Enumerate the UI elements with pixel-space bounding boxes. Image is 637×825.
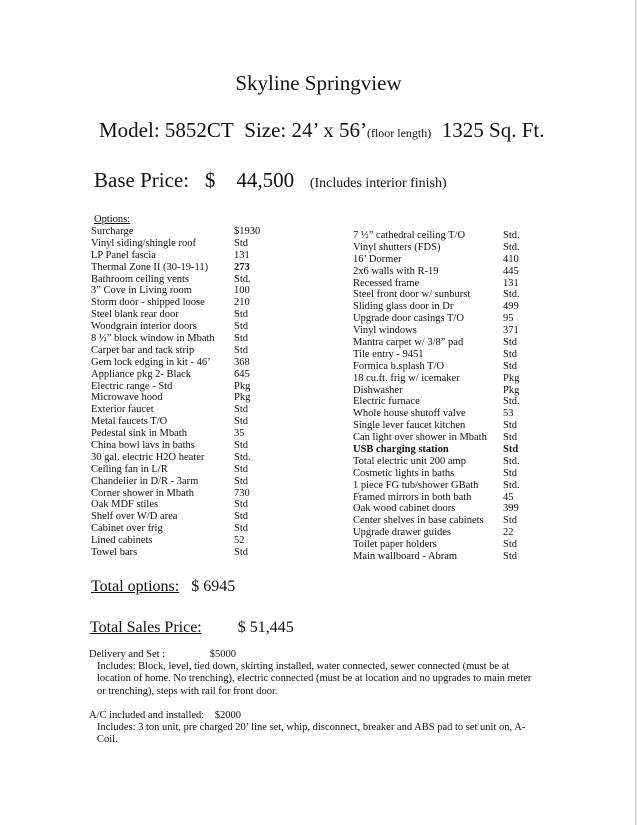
option-row xyxy=(91,452,281,464)
option-price: Std xyxy=(503,432,518,444)
option-name: 8 ½” block window in Mbath xyxy=(91,333,215,345)
option-row xyxy=(91,523,281,535)
option-row xyxy=(353,408,533,420)
delivery-description: Includes: Block, level, tied down, skirting installed, water connected, sewer connected (must be at location of home. No trenching), electric connected (must be at location and no upgrades to main meter or trenching), steps with rail for front door. xyxy=(97,661,532,697)
option-name: Electric range - Std xyxy=(91,380,173,392)
option-name: Upgrade door casings T/O xyxy=(353,313,464,325)
option-name: Dishwasher xyxy=(353,384,403,396)
option-price: 273 xyxy=(234,261,250,273)
option-price: Std xyxy=(503,551,518,563)
option-row xyxy=(91,440,281,452)
option-row xyxy=(91,297,281,309)
option-price: Std xyxy=(503,539,518,551)
option-row xyxy=(91,321,281,333)
option-price: Std. xyxy=(234,451,251,463)
option-name: Center shelves in base cabinets xyxy=(353,515,484,527)
option-row xyxy=(91,547,281,559)
option-name: Vinyl siding/shingle roof xyxy=(91,237,196,249)
option-row xyxy=(91,535,281,547)
option-name: Lined cabinets xyxy=(91,535,153,547)
option-row xyxy=(91,499,281,511)
option-row xyxy=(353,289,533,301)
option-price: Std xyxy=(503,467,518,479)
options-list-right xyxy=(353,230,533,563)
option-price: Std xyxy=(234,309,249,321)
option-name: 16’ Dormer xyxy=(353,253,402,265)
option-row xyxy=(353,539,533,551)
option-price: 100 xyxy=(234,285,250,297)
base-price-amount: 44,500 xyxy=(236,168,295,192)
option-price: Pkg xyxy=(503,384,520,396)
option-name: Ceiling fan in L/R xyxy=(91,463,168,475)
option-name: Tile entry - 9451 xyxy=(353,348,424,360)
option-price: Std xyxy=(234,416,249,428)
option-name: Toilet paper holders xyxy=(353,539,437,551)
option-price: Std. xyxy=(503,455,520,467)
option-price: Std xyxy=(234,321,249,333)
option-row xyxy=(353,515,533,527)
option-price: Std. xyxy=(503,479,520,491)
option-row xyxy=(353,301,533,313)
options-list-left xyxy=(91,226,281,559)
option-name: Surcharge xyxy=(91,226,134,237)
base-price-currency: $ xyxy=(204,168,216,192)
option-price: $1930 xyxy=(234,226,261,237)
option-price: 499 xyxy=(503,301,519,313)
option-name: Upgrade drawer guides xyxy=(353,527,451,539)
option-name: 1 piece FG tub/shower GBath xyxy=(353,479,479,491)
option-row xyxy=(353,230,533,242)
option-row xyxy=(353,456,533,468)
option-row xyxy=(353,420,533,432)
option-row xyxy=(91,488,281,500)
option-price: 410 xyxy=(503,253,519,265)
option-name: 30 gal. electric H2O heater xyxy=(91,451,205,463)
option-name: Gem lock edging in kit - 46’ xyxy=(91,356,211,368)
ac-description: Includes: 3 ton unit, pre charged 20’ line set, whip, disconnect, breaker and ABS pad to set unit on, A-Coil. xyxy=(97,722,526,746)
option-name: Framed mirrors in both bath xyxy=(353,491,472,503)
delivery-section xyxy=(89,649,539,698)
option-row xyxy=(353,242,533,254)
option-name: China bowl lavs in baths xyxy=(91,440,195,452)
option-price: Pkg xyxy=(234,392,251,404)
option-name: Storm door - shipped loose xyxy=(91,297,205,309)
ac-label: A/C included and installed: xyxy=(89,710,205,721)
base-price-line xyxy=(94,168,447,193)
ac-section xyxy=(89,710,539,747)
option-name: Steel blank rear door xyxy=(91,309,179,321)
option-price: Std xyxy=(503,337,518,349)
option-row xyxy=(353,492,533,504)
option-name: Appliance pkg 2- Black xyxy=(91,368,192,380)
option-name: Total electric unit 200 amp xyxy=(353,455,466,467)
total-options-label: Total options: xyxy=(91,578,180,595)
option-price: Std. xyxy=(503,289,520,301)
option-name: Formica b.splash T/O xyxy=(353,360,445,372)
size-label: Size: xyxy=(244,118,287,142)
option-row xyxy=(91,250,281,262)
option-row xyxy=(91,416,281,428)
option-name: Can light over shower in Mbath xyxy=(353,432,487,444)
option-name: 2x6 walls with R-19 xyxy=(353,265,439,277)
option-row xyxy=(353,337,533,349)
option-row xyxy=(353,325,533,337)
option-price: 368 xyxy=(234,356,250,368)
option-price: 52 xyxy=(234,535,245,547)
option-row xyxy=(353,385,533,397)
option-name: Towel bars xyxy=(91,547,138,559)
option-name: Metal faucets T/O xyxy=(91,416,168,428)
option-row xyxy=(91,309,281,321)
option-row xyxy=(91,476,281,488)
option-row xyxy=(353,361,533,373)
option-name: Thermal Zone II (30-19-11) xyxy=(91,261,209,273)
option-name: Pedestal sink in Mbath xyxy=(91,428,187,440)
total-sales-value: $ 51,445 xyxy=(237,619,294,636)
option-name: Mantra carpet w/ 3/8” pad xyxy=(353,337,464,349)
option-name: 3” Cove in Living room xyxy=(91,285,192,297)
option-row xyxy=(353,266,533,278)
option-price: 22 xyxy=(503,527,514,539)
option-name: Oak MDF stiles xyxy=(91,499,159,511)
option-price: Std xyxy=(234,344,249,356)
option-name: Steel front door w/ sunburst xyxy=(353,289,471,301)
option-price: Std xyxy=(234,499,249,511)
option-name: Recessed frame xyxy=(353,277,420,289)
option-row xyxy=(91,404,281,416)
model-size-line xyxy=(99,118,544,143)
option-price: Std xyxy=(234,237,249,249)
option-price: Std. xyxy=(503,230,520,241)
square-feet: 1325 Sq. Ft. xyxy=(441,118,545,142)
option-name: Whole house shutoff valve xyxy=(353,408,466,420)
option-price: 730 xyxy=(234,487,250,499)
delivery-amount: $5000 xyxy=(209,649,236,660)
option-price: 53 xyxy=(503,408,514,420)
total-sales-line xyxy=(90,619,294,637)
total-options-value: $ 6945 xyxy=(191,578,236,595)
option-price: 210 xyxy=(234,297,250,309)
size-note: (floor length) xyxy=(366,126,432,140)
option-price: Std xyxy=(503,348,518,360)
option-name: Shelf over W/D area xyxy=(91,511,178,523)
option-price: Pkg xyxy=(234,380,251,392)
option-name: Oak wood cabinet doors xyxy=(353,503,456,515)
option-price: Std xyxy=(503,360,518,372)
option-price: 35 xyxy=(234,428,245,440)
option-name: 7 ½” cathedral ceiling T/O xyxy=(353,230,466,241)
option-row xyxy=(91,285,281,297)
ac-amount: $2000 xyxy=(214,710,241,721)
option-row xyxy=(91,238,281,250)
option-price: Std xyxy=(503,444,519,456)
option-price: Std xyxy=(234,404,249,416)
option-row xyxy=(353,480,533,492)
option-name: USB charging station xyxy=(353,444,449,456)
option-name: Carpet bar and tack strip xyxy=(91,344,195,356)
option-name: Woodgrain interior doors xyxy=(91,321,197,333)
option-price: 131 xyxy=(503,277,519,289)
option-row xyxy=(353,468,533,480)
option-price: 445 xyxy=(503,265,519,277)
option-price: 399 xyxy=(503,503,519,515)
option-row xyxy=(353,313,533,325)
option-name: Chandelier in D/R - 3arm xyxy=(91,475,199,487)
option-name: Electric furnace xyxy=(353,396,420,408)
option-row xyxy=(91,345,281,357)
option-name: Single lever faucet kitchen xyxy=(353,420,466,432)
option-row xyxy=(353,373,533,385)
document-title: Skyline Springview xyxy=(235,71,402,95)
option-price: Std xyxy=(234,547,249,559)
model-label: Model: xyxy=(99,118,160,142)
option-price: 131 xyxy=(234,249,250,261)
option-row xyxy=(353,349,533,361)
option-name: Corner shower in Mbath xyxy=(91,487,194,499)
option-row xyxy=(353,503,533,515)
option-name: Vinyl shutters (FDS) xyxy=(353,241,441,253)
option-row xyxy=(353,432,533,444)
option-price: Std xyxy=(503,420,518,432)
option-price: Std xyxy=(234,475,249,487)
option-price: 645 xyxy=(234,368,250,380)
base-price-note: (Includes interior finish) xyxy=(309,176,447,191)
option-row xyxy=(91,392,281,404)
option-row xyxy=(91,333,281,345)
option-row xyxy=(353,527,533,539)
size-value: 24’ x 56’ xyxy=(291,118,367,142)
total-options-line xyxy=(91,578,235,596)
option-row xyxy=(91,226,281,238)
delivery-label: Delivery and Set : xyxy=(89,649,166,660)
option-price: Std xyxy=(234,523,249,535)
option-row xyxy=(91,274,281,286)
option-row xyxy=(91,428,281,440)
option-price: Pkg xyxy=(503,372,520,384)
option-price: Std. xyxy=(503,396,520,408)
option-row xyxy=(91,262,281,274)
option-row xyxy=(353,396,533,408)
option-price: Std xyxy=(234,463,249,475)
option-price: Std xyxy=(234,511,249,523)
option-price: Std xyxy=(234,333,249,345)
base-price-label: Base Price: xyxy=(94,168,190,192)
option-row xyxy=(91,464,281,476)
option-name: Main wallboard - Abram xyxy=(353,551,458,563)
option-price: 95 xyxy=(503,313,514,325)
option-row xyxy=(353,444,533,456)
option-row xyxy=(91,511,281,523)
option-row xyxy=(353,254,533,266)
option-row xyxy=(91,357,281,369)
options-heading: Options: xyxy=(94,214,131,225)
option-row xyxy=(353,551,533,563)
option-row xyxy=(91,381,281,393)
option-name: Sliding glass door in Dr xyxy=(353,301,454,313)
option-name: Bathroom ceiling vents xyxy=(91,273,189,285)
option-price: 371 xyxy=(503,325,519,337)
option-price: Std. xyxy=(234,273,251,285)
option-price: Std xyxy=(234,440,249,452)
option-name: Cosmetic lights in baths xyxy=(353,467,455,479)
option-price: Std. xyxy=(503,241,520,253)
option-price: Std xyxy=(503,515,518,527)
option-name: Cabinet over frig xyxy=(91,523,163,535)
total-sales-label: Total Sales Price: xyxy=(90,619,202,636)
model-value: 5852CT xyxy=(164,118,234,142)
option-name: Microwave hood xyxy=(91,392,163,404)
option-price: 45 xyxy=(503,491,514,503)
option-name: LP Panel fascia xyxy=(91,249,156,261)
option-name: Exterior faucet xyxy=(91,404,154,416)
option-name: Vinyl windows xyxy=(353,325,417,337)
option-row xyxy=(91,369,281,381)
option-row xyxy=(353,278,533,290)
option-name: 18 cu.ft. frig w/ icemaker xyxy=(353,372,460,384)
